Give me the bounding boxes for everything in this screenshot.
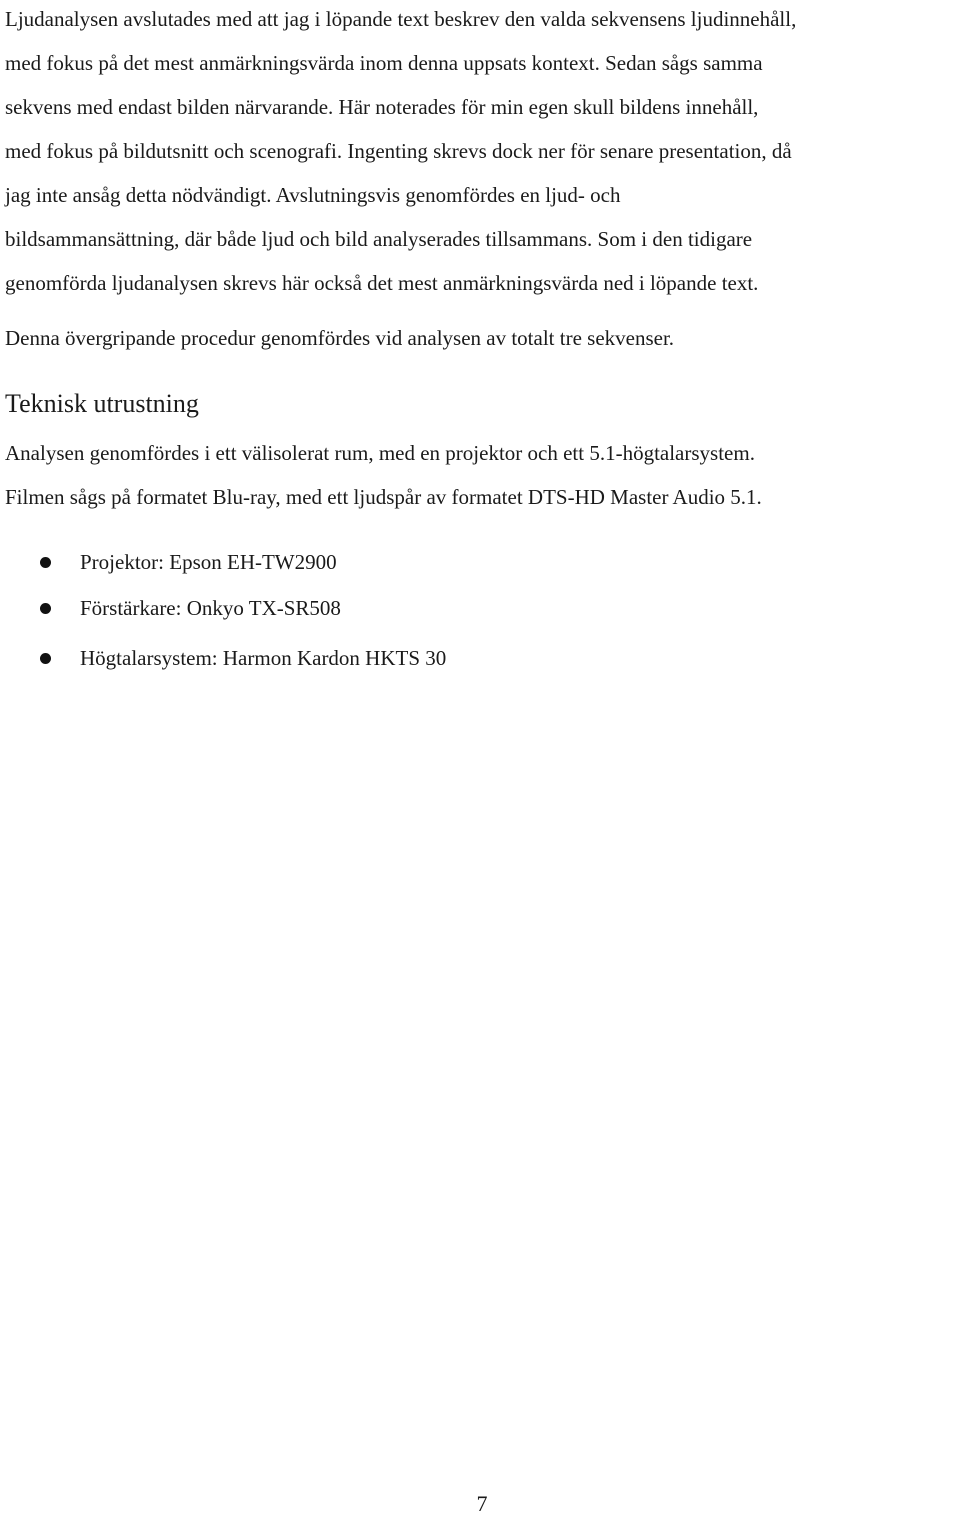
text-line: Denna övergripande procedur genomfördes vid analysen av totalt tre sekvenser. [5, 326, 675, 350]
bullet-icon [40, 653, 51, 664]
text-line: Filmen sågs på formatet Blu-ray, med ett ljudspår av formatet DTS-HD Master Audio 5.1. [5, 485, 762, 509]
paragraph-procedure-summary [5, 316, 955, 360]
list-item-text: Projektor: Epson EH-TW2900 [80, 550, 337, 574]
text-line: bildsammansättning, där både ljud och bild analyserades tillsammans. Som i den tidigare [5, 227, 753, 251]
bullet-icon [40, 557, 51, 568]
list-item-text: Förstärkare: Onkyo TX-SR508 [80, 596, 341, 620]
text-line: jag inte ansåg detta nödvändigt. Avslutningsvis genomfördes en ljud- och [5, 183, 621, 207]
section-heading: Teknisk utrustning [5, 389, 199, 418]
bullet-icon [40, 603, 51, 614]
text-line: med fokus på bildutsnitt och scenografi. Ingenting skrevs dock ner för senare presentation, då [5, 139, 792, 163]
list-item [0, 586, 700, 626]
page-number: 7 [476, 1491, 488, 1516]
text-line: Analysen genomfördes i ett välisolerat rum, med en projektor och ett 5.1-högtalarsystem. [5, 441, 755, 465]
list-item-text: Högtalarsystem: Harmon Kardon HKTS 30 [80, 646, 447, 670]
list-item [0, 636, 700, 676]
list-item [0, 540, 700, 580]
paragraph-equipment-intro [5, 431, 955, 519]
text-line: med fokus på det mest anmärkningsvärda inom denna uppsats kontext. Sedan sågs samma [5, 51, 763, 75]
text-line: genomförda ljudanalysen skrevs här också det mest anmärkningsvärda ned i löpande text. [5, 271, 759, 295]
text-line: sekvens med endast bilden närvarande. Här noterades för min egen skull bildens innehåll, [5, 95, 759, 119]
text-line: Ljudanalysen avslutades med att jag i löpande text beskrev den valda sekvensens ljudinnehåll, [5, 7, 797, 31]
paragraph-sound-analysis [5, 0, 955, 305]
